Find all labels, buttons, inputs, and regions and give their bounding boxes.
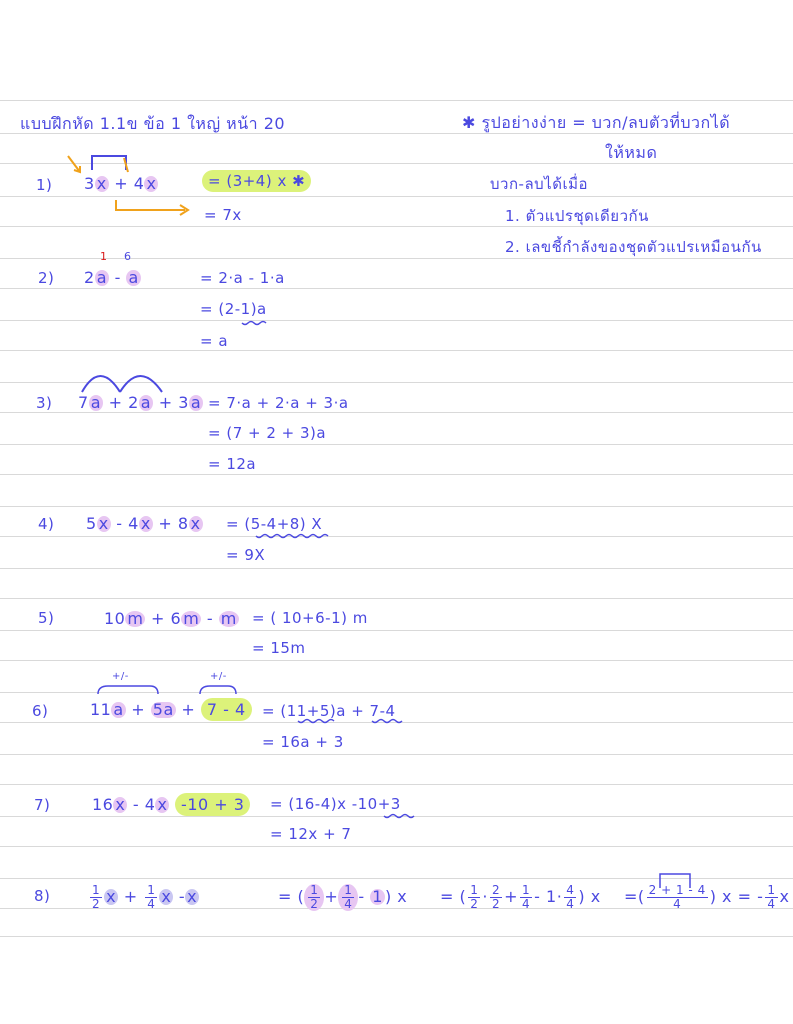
arrow-icon (68, 156, 80, 172)
brace-label: +/- (210, 671, 227, 682)
variable-highlight: a (190, 393, 202, 412)
operator: + (114, 174, 129, 193)
step-2: = ( $\frac{1}{2}$ · $\frac{2}{2}$ + $\frac{1}{4}$ - 1· $\frac{4}{4}$ ) x (440, 883, 601, 912)
step-2: = (2-1)a (200, 300, 267, 318)
variable-highlight: x (187, 887, 198, 907)
constant-highlight: -10 + 3 (175, 793, 250, 816)
fraction: $\frac{1}{2}$ (92, 883, 101, 912)
variable-highlight: x (146, 174, 157, 193)
variable-highlight: a (90, 393, 101, 412)
variable-highlight: x (161, 887, 172, 907)
problem-number: 6) (32, 702, 49, 720)
problem-number: 5) (38, 609, 55, 627)
step-1: = (11+5)a + 7-4 (262, 702, 396, 720)
variable-highlight: x (106, 887, 117, 907)
tip-line-2: ให้หมด (605, 143, 658, 162)
arc-icon (82, 376, 120, 392)
step-2: = 9X (226, 546, 266, 564)
problem-number: 4) (38, 515, 55, 533)
rule-title: บวก-ลบได้เมื่อ (490, 175, 588, 193)
arc-icon (120, 376, 162, 392)
squiggle-icon (256, 535, 328, 538)
problem-expression: 11 a + 5a + 7 - 4 (90, 702, 252, 718)
bracket-icon (92, 156, 126, 170)
problem-number: 2) (38, 269, 55, 287)
variable-highlight: a (140, 393, 152, 412)
variable-highlight: x (157, 795, 168, 814)
rule-item-1: 1. ตัวแปรชุดเดียวกัน (505, 207, 649, 225)
problem-expression (84, 176, 158, 192)
highlighted-step: = (3+4) x ✱ (202, 170, 311, 192)
step-1 (202, 174, 311, 189)
annotation: 6 (124, 250, 131, 263)
variable-highlight: x (98, 514, 109, 533)
step-1: = 7·a + 2·a + 3·a (208, 394, 349, 412)
annotation: 1 (100, 250, 107, 263)
step-1: = ( 10+6-1) m (252, 609, 368, 627)
brace-label: +/- (112, 671, 129, 682)
step-2: = 15m (252, 639, 306, 657)
squiggle-icon (384, 815, 414, 818)
step-3: = 12a (208, 455, 257, 473)
variable-highlight: m (220, 609, 237, 628)
variable-highlight: x (115, 795, 126, 814)
variable-highlight: x (190, 514, 201, 533)
arrow-icon (116, 200, 185, 210)
brace-icon (98, 686, 158, 694)
problem-number: 3) (36, 394, 53, 412)
constant-highlight: 7 - 4 (201, 698, 252, 721)
step-3: = a (200, 332, 229, 350)
step-2: = 16a + 3 (262, 733, 344, 751)
variable-highlight: m (127, 609, 144, 628)
problem-number: 7) (34, 796, 51, 814)
problem-number: 1) (36, 176, 53, 194)
step-3: =( $\frac{2 + 1 - 4}{4}$ ) x = - $\frac{1}{4}$ x (624, 883, 790, 912)
problem-expression: 16 x - 4 x -10 + 3 (92, 797, 250, 813)
problem-expression: $\frac{1}{2}$ x + $\frac{1}{4}$ x - x (92, 883, 198, 912)
problem-expression: 5 x - 4 x + 8 x (86, 514, 201, 533)
step-1: = (16-4)x -10+3 (270, 795, 401, 813)
step-2: = 7x (204, 206, 242, 224)
tip-line-1: ✱ รูปอย่างง่าย = บวก/ลบตัวที่บวกได้ (462, 113, 731, 132)
variable-highlight: x (96, 174, 107, 193)
rule-item-2: 2. เลขชี้กำลังของชุดตัวแปรเหมือนกัน (505, 238, 762, 256)
variable-highlight: x (140, 514, 151, 533)
problem-expression: 10 m + 6 m - m (104, 609, 237, 628)
variable-highlight: a (128, 268, 139, 287)
variable-highlight: a (113, 700, 124, 719)
page-title: แบบฝึกหัด 1.1ข ข้อ 1 ใหญ่ หน้า 20 (20, 114, 286, 133)
coefficient: 2 (84, 268, 95, 287)
brace-icon (200, 686, 236, 694)
problem-expression: 7 a + 2 a + 3 a (78, 393, 202, 412)
step-2: = (7 + 2 + 3)a (208, 424, 327, 442)
fraction: $\frac{1}{4}$ (147, 883, 156, 912)
variable-highlight: a (96, 268, 107, 287)
step-1: = (5-4+8) X (226, 515, 323, 533)
operator: - (114, 268, 121, 287)
variable-highlight: m (183, 609, 200, 628)
problem-number: 8) (34, 887, 51, 905)
step-1: = 2·a - 1·a (200, 269, 285, 287)
coefficient: 3 (84, 174, 95, 193)
problem-expression (84, 270, 141, 286)
squiggle-icon (242, 322, 266, 325)
step-1: = ( $\frac{1}{2}$ + $\frac{1}{4}$ - 1 ) x (278, 883, 408, 912)
step-2: = 12x + 7 (270, 825, 352, 843)
coefficient: 4 (133, 174, 145, 193)
